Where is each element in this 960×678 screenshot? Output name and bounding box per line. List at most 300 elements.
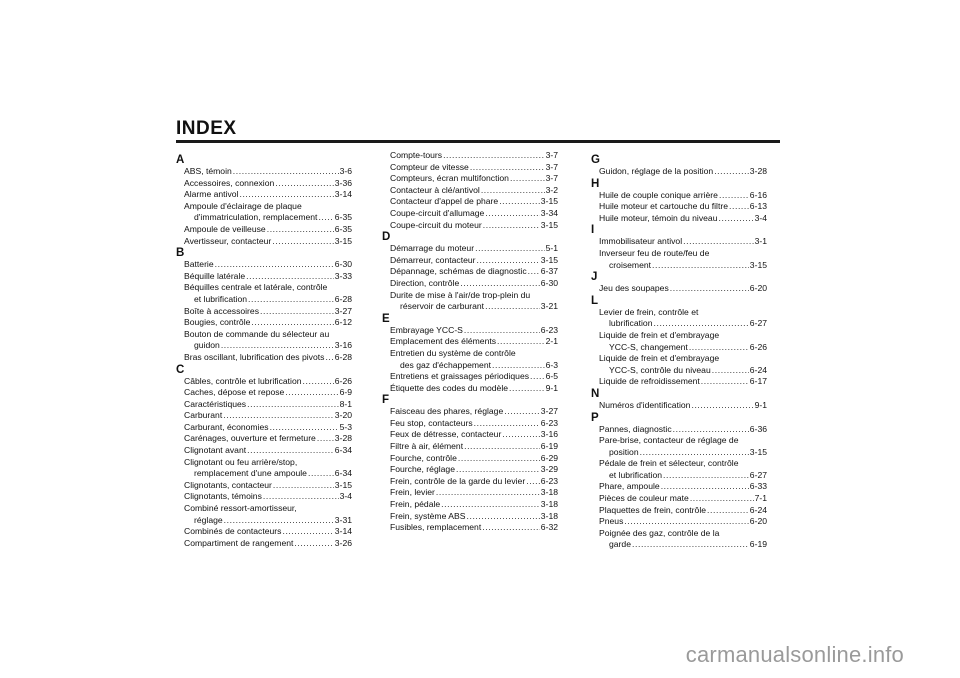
index-entry bbox=[176, 480, 352, 492]
entry-label: Pièces de couleur mate bbox=[599, 493, 689, 504]
leader-dots bbox=[246, 271, 334, 283]
entry-page-number: 6-26 bbox=[334, 375, 352, 386]
leader-dots bbox=[273, 480, 334, 492]
entry-label: Carburant, économies bbox=[184, 421, 269, 432]
index-entry bbox=[591, 400, 767, 412]
entry-label: Plaquettes de frein, contrôle bbox=[599, 504, 707, 515]
entry-label: Carénages, ouverture et fermeture bbox=[184, 433, 316, 444]
entry-page-number: 3-4 bbox=[754, 212, 767, 223]
entry-label: Entretiens et graissages périodiques bbox=[390, 371, 530, 382]
entry-page-number: 3-36 bbox=[334, 177, 352, 188]
leader-dots bbox=[275, 178, 334, 190]
entry-label: Liquide de frein et d'embrayage bbox=[599, 329, 720, 340]
leader-dots bbox=[224, 515, 334, 527]
entry-page-number: 3-18 bbox=[540, 499, 558, 510]
index-entry bbox=[382, 511, 558, 523]
leader-dots bbox=[308, 468, 334, 480]
leader-dots bbox=[247, 399, 338, 411]
entry-page-number: 6-19 bbox=[749, 539, 767, 550]
leader-dots bbox=[712, 365, 749, 377]
entry-label: Accessoires, connexion bbox=[184, 177, 275, 188]
entry-label: Phare, ampoule bbox=[599, 481, 660, 492]
entry-page-number: 3-6 bbox=[339, 166, 352, 176]
entry-label: Démarrage du moteur bbox=[390, 243, 475, 254]
leader-dots bbox=[526, 476, 540, 488]
index-entry bbox=[176, 317, 352, 329]
entry-page-number: 3-7 bbox=[545, 161, 558, 172]
index-entry bbox=[382, 476, 558, 488]
entry-label: Compteurs, écran multifonction bbox=[390, 173, 509, 184]
leader-dots bbox=[223, 410, 334, 422]
entry-label: Pédale de frein et sélecteur, contrôle bbox=[599, 458, 739, 469]
leader-dots bbox=[270, 422, 339, 434]
entry-page-number: 6-35 bbox=[334, 212, 352, 223]
index-entry bbox=[176, 340, 352, 352]
index-entry bbox=[176, 236, 352, 248]
entry-label: Numéros d'identification bbox=[599, 399, 691, 410]
entry-page-number: 6-26 bbox=[749, 341, 767, 352]
entry-label: Béquille latérale bbox=[184, 270, 246, 281]
entry-page-number: 3-15 bbox=[540, 219, 558, 230]
leader-dots bbox=[481, 185, 545, 197]
index-entry bbox=[176, 259, 352, 271]
entry-label: Entretien du système de contrôle bbox=[390, 347, 516, 358]
leader-dots bbox=[509, 383, 545, 395]
entry-page-number: 3-4 bbox=[339, 491, 352, 502]
entry-label: garde bbox=[609, 539, 631, 550]
entry-page-number: 3-18 bbox=[540, 510, 558, 521]
entry-label: Huile moteur et cartouche du filtre bbox=[599, 201, 728, 212]
entry-page-number: 6-37 bbox=[540, 266, 558, 277]
entry-label: croisement bbox=[609, 259, 652, 270]
index-column-1 bbox=[176, 154, 352, 549]
index-entry bbox=[176, 515, 352, 527]
index-entry bbox=[176, 376, 352, 388]
entry-label: réservoir de carburant bbox=[400, 301, 485, 312]
entry-page-number: 6-33 bbox=[749, 481, 767, 492]
entry-label: Ampoule de veilleuse bbox=[184, 223, 266, 234]
entry-label: et lubrification bbox=[609, 469, 663, 480]
leader-dots bbox=[689, 342, 749, 354]
leader-dots bbox=[714, 166, 749, 178]
leader-dots bbox=[482, 522, 540, 534]
entry-page-number: 6-36 bbox=[749, 423, 767, 434]
index-entry bbox=[591, 342, 767, 354]
entry-page-number: 6-13 bbox=[749, 201, 767, 212]
leader-dots bbox=[485, 301, 540, 313]
entry-page-number: 9-1 bbox=[545, 382, 558, 393]
index-letter: B bbox=[176, 247, 185, 260]
leader-dots bbox=[661, 481, 749, 493]
index-entry bbox=[382, 522, 558, 534]
entry-label: Pannes, diagnostic bbox=[599, 423, 672, 434]
entry-page-number: 6-28 bbox=[334, 351, 352, 362]
entry-label: Emplacement des éléments bbox=[390, 336, 497, 347]
index-entry bbox=[176, 491, 352, 503]
index-entry bbox=[382, 406, 558, 418]
entry-page-number: 3-34 bbox=[540, 207, 558, 218]
entry-page-number: 6-34 bbox=[334, 468, 352, 479]
leader-dots bbox=[260, 306, 334, 318]
entry-page-number: 3-15 bbox=[749, 259, 767, 270]
index-entry bbox=[382, 185, 558, 197]
leader-dots bbox=[497, 336, 545, 348]
index-entry bbox=[382, 278, 558, 290]
index-entry bbox=[591, 516, 767, 528]
index-entry bbox=[382, 371, 558, 383]
leader-dots bbox=[718, 213, 753, 225]
index-letter: F bbox=[382, 394, 390, 407]
entry-label: guidon bbox=[194, 340, 220, 351]
entry-label: Huile de couple conique arrière bbox=[599, 189, 718, 200]
entry-label: Bouton de commande du sélecteur au bbox=[184, 328, 330, 339]
index-entry bbox=[176, 399, 352, 411]
leader-dots bbox=[477, 255, 540, 267]
index-entry bbox=[591, 481, 767, 493]
index-entry bbox=[176, 422, 352, 434]
entry-page-number: 6-23 bbox=[540, 324, 558, 335]
index-entry bbox=[382, 208, 558, 220]
index-entry bbox=[382, 255, 558, 267]
entry-page-number: 6-27 bbox=[749, 469, 767, 480]
index-entry bbox=[591, 470, 767, 482]
index-entry bbox=[382, 383, 558, 395]
index-entry bbox=[382, 499, 558, 511]
entry-page-number: 3-33 bbox=[334, 270, 352, 281]
entry-label: Ampoule d'éclairage de plaque bbox=[184, 200, 302, 211]
entry-label: Levier de frein, contrôle et bbox=[599, 306, 699, 317]
leader-dots bbox=[272, 236, 334, 248]
entry-label: Contacteur d'appel de phare bbox=[390, 196, 499, 207]
index-entry bbox=[591, 166, 767, 178]
leader-dots bbox=[640, 447, 749, 459]
entry-page-number: 6-17 bbox=[749, 376, 767, 387]
entry-page-number: 6-20 bbox=[749, 283, 767, 294]
index-entry bbox=[591, 447, 767, 459]
entry-label: Béquilles centrale et latérale, contrôle bbox=[184, 282, 328, 293]
entry-page-number: 6-35 bbox=[334, 223, 352, 234]
entry-page-number: 6-20 bbox=[749, 516, 767, 527]
entry-page-number: 3-7 bbox=[545, 173, 558, 184]
entry-page-number: 3-16 bbox=[334, 340, 352, 351]
entry-page-number: 3-28 bbox=[749, 166, 767, 176]
index-entry bbox=[176, 224, 352, 236]
entry-page-number: 3-15 bbox=[540, 196, 558, 207]
leader-dots bbox=[701, 376, 749, 388]
leader-dots bbox=[464, 441, 540, 453]
entry-label: Clignotants, témoins bbox=[184, 491, 262, 502]
entry-label: Fourche, réglage bbox=[390, 464, 455, 475]
leader-dots bbox=[729, 201, 749, 213]
entry-label: réglage bbox=[194, 514, 223, 525]
index-entry bbox=[382, 196, 558, 208]
index-entry bbox=[176, 387, 352, 399]
entry-page-number: 6-9 bbox=[339, 387, 352, 398]
entry-label: Faisceau des phares, réglage bbox=[390, 406, 504, 417]
leader-dots bbox=[267, 224, 334, 236]
index-letter: J bbox=[591, 271, 598, 284]
index-entry bbox=[176, 445, 352, 457]
entry-page-number: 6-24 bbox=[749, 504, 767, 515]
leader-dots bbox=[248, 294, 334, 306]
entry-label: Pneus bbox=[599, 516, 624, 527]
entry-label: Filtre à air, élément bbox=[390, 441, 464, 452]
leader-dots bbox=[690, 493, 754, 505]
index-entry bbox=[176, 271, 352, 283]
leader-dots bbox=[317, 433, 334, 445]
entry-page-number: 6-5 bbox=[545, 371, 558, 382]
leader-dots bbox=[303, 376, 334, 388]
index-entry bbox=[382, 220, 558, 232]
entry-page-number: 6-28 bbox=[334, 293, 352, 304]
index-entry bbox=[382, 441, 558, 453]
leader-dots bbox=[707, 505, 749, 517]
entry-page-number: 3-27 bbox=[334, 305, 352, 316]
entry-page-number: 6-23 bbox=[540, 475, 558, 486]
leader-dots bbox=[282, 526, 333, 538]
entry-page-number: 3-15 bbox=[334, 235, 352, 246]
entry-page-number: 6-30 bbox=[334, 259, 352, 270]
index-entry bbox=[382, 360, 558, 372]
entry-label: remplacement d'une ampoule bbox=[194, 468, 307, 479]
index-entry bbox=[382, 464, 558, 476]
entry-label: YCC-S, contrôle du niveau bbox=[609, 364, 711, 375]
entry-label: Dépannage, schémas de diagnostic bbox=[390, 266, 527, 277]
index-entry bbox=[382, 266, 558, 278]
index-entry bbox=[176, 526, 352, 538]
leader-dots bbox=[247, 445, 334, 457]
leader-dots bbox=[294, 538, 333, 550]
index-entry bbox=[382, 150, 558, 162]
entry-label: Compte-tours bbox=[390, 150, 443, 160]
entry-label: Coupe-circuit d'allumage bbox=[390, 207, 485, 218]
entry-label: Liquide de refroidissement bbox=[599, 376, 700, 387]
entry-label: Clignotant avant bbox=[184, 445, 247, 456]
leader-dots bbox=[510, 173, 545, 185]
leader-dots bbox=[263, 491, 339, 503]
entry-page-number: 3-15 bbox=[540, 254, 558, 265]
entry-label: Frein, contrôle de la garde du levier bbox=[390, 475, 526, 486]
entry-label: Feu stop, contacteurs bbox=[390, 417, 473, 428]
entry-page-number: 6-24 bbox=[749, 364, 767, 375]
index-entry bbox=[176, 468, 352, 480]
entry-label: Coupe-circuit du moteur bbox=[390, 219, 482, 230]
entry-label: Avertisseur, contacteur bbox=[184, 235, 272, 246]
entry-page-number: 6-23 bbox=[540, 417, 558, 428]
leader-dots bbox=[458, 453, 540, 465]
entry-label: Étiquette des codes du modèle bbox=[390, 382, 509, 393]
index-entry bbox=[591, 260, 767, 272]
leader-dots bbox=[441, 499, 540, 511]
entry-page-number: 6-27 bbox=[749, 318, 767, 329]
index-entry bbox=[591, 283, 767, 295]
entry-page-number: 7-1 bbox=[754, 493, 767, 504]
leader-dots bbox=[492, 360, 545, 372]
leader-dots bbox=[285, 387, 338, 399]
leader-dots bbox=[632, 539, 749, 551]
entry-page-number: 3-28 bbox=[334, 433, 352, 444]
index-letter: L bbox=[591, 294, 599, 307]
index-letter: H bbox=[591, 177, 600, 190]
entry-label: Durite de mise à l'air/de trop-plein du bbox=[390, 289, 531, 300]
entry-label: Clignotants, contacteur bbox=[184, 479, 272, 490]
leader-dots bbox=[691, 400, 753, 412]
entry-page-number: 6-12 bbox=[334, 317, 352, 328]
entry-label: Guidon, réglage de la position bbox=[599, 166, 714, 176]
entry-label: Huile moteur, témoin du niveau bbox=[599, 212, 718, 223]
entry-page-number: 3-14 bbox=[334, 526, 352, 537]
entry-page-number: 3-29 bbox=[540, 464, 558, 475]
leader-dots bbox=[474, 418, 540, 430]
entry-label: Embrayage YCC-S bbox=[390, 324, 463, 335]
entry-label: Pare-brise, contacteur de réglage de bbox=[599, 435, 739, 446]
entry-page-number: 3-18 bbox=[540, 487, 558, 498]
leader-dots bbox=[460, 278, 540, 290]
entry-label: YCC-S, changement bbox=[609, 341, 688, 352]
index-entry bbox=[382, 173, 558, 185]
entry-label: Inverseur feu de route/feu de bbox=[599, 247, 710, 258]
index-letter: D bbox=[382, 231, 391, 244]
entry-page-number: 6-16 bbox=[749, 189, 767, 200]
entry-page-number: 6-30 bbox=[540, 277, 558, 288]
page-title: INDEX bbox=[176, 118, 237, 139]
leader-dots bbox=[499, 196, 540, 208]
index-entry bbox=[591, 190, 767, 202]
index-entry bbox=[591, 539, 767, 551]
entry-label: Poignée des gaz, contrôle de la bbox=[599, 527, 720, 538]
entry-label: Liquide de frein et d'embrayage bbox=[599, 353, 720, 364]
index-entry bbox=[176, 306, 352, 318]
entry-label: d'immatriculation, remplacement bbox=[194, 212, 318, 223]
entry-page-number: 6-3 bbox=[545, 359, 558, 370]
entry-label: Compartiment de rangement bbox=[184, 537, 294, 548]
index-entry bbox=[591, 213, 767, 225]
leader-dots bbox=[673, 424, 749, 436]
leader-dots bbox=[475, 243, 545, 255]
index-entry bbox=[176, 433, 352, 445]
entry-label: Démarreur, contacteur bbox=[390, 254, 476, 265]
index-entry bbox=[176, 166, 352, 178]
leader-dots bbox=[670, 283, 749, 295]
index-letter: A bbox=[176, 154, 185, 166]
entry-label: Combiné ressort-amortisseur, bbox=[184, 503, 297, 514]
entry-label: Contacteur à clé/antivol bbox=[390, 184, 480, 195]
entry-page-number: 9-1 bbox=[754, 399, 767, 410]
entry-page-number: 5-1 bbox=[545, 243, 558, 254]
leader-dots bbox=[466, 511, 539, 523]
entry-page-number: 8-1 bbox=[339, 398, 352, 409]
leader-dots bbox=[221, 340, 334, 352]
entry-label: Feux de détresse, contacteur bbox=[390, 429, 502, 440]
entry-label: Carburant bbox=[184, 410, 223, 421]
entry-label: lubrification bbox=[609, 318, 653, 329]
index-entry bbox=[176, 189, 352, 201]
title-rule bbox=[176, 140, 780, 143]
entry-page-number: 6-32 bbox=[540, 522, 558, 533]
index-entry bbox=[176, 410, 352, 422]
leader-dots bbox=[528, 266, 540, 278]
index-letter: E bbox=[382, 312, 390, 325]
entry-label: Combinés de contacteurs bbox=[184, 526, 282, 537]
leader-dots bbox=[502, 429, 539, 441]
index-entry bbox=[591, 493, 767, 505]
entry-label: Câbles, contrôle et lubrification bbox=[184, 375, 302, 386]
entry-label: Alarme antivol bbox=[184, 189, 239, 200]
index-letter: I bbox=[591, 224, 595, 237]
entry-page-number: 3-7 bbox=[545, 150, 558, 160]
index-entry bbox=[176, 178, 352, 190]
leader-dots bbox=[653, 318, 748, 330]
entry-label: Jeu des soupapes bbox=[599, 283, 669, 294]
leader-dots bbox=[456, 464, 540, 476]
entry-label: Clignotant ou feu arrière/stop, bbox=[184, 456, 298, 467]
entry-label: et lubrification bbox=[194, 293, 248, 304]
index-entry bbox=[382, 301, 558, 313]
leader-dots bbox=[464, 325, 540, 337]
leader-dots bbox=[436, 487, 540, 499]
entry-label: Fourche, contrôle bbox=[390, 452, 457, 463]
entry-label: Boîte à accessoires bbox=[184, 305, 259, 316]
entry-label: Batterie bbox=[184, 259, 214, 270]
entry-label: Bras oscillant, lubrification des pivots bbox=[184, 351, 325, 362]
entry-label: Caractéristiques bbox=[184, 398, 247, 409]
index-entry bbox=[382, 429, 558, 441]
leader-dots bbox=[652, 260, 749, 272]
leader-dots bbox=[624, 516, 748, 528]
index-entry bbox=[591, 236, 767, 248]
leader-dots bbox=[530, 371, 545, 383]
index-entry bbox=[382, 243, 558, 255]
leader-dots bbox=[318, 212, 333, 224]
index-letter: G bbox=[591, 154, 600, 166]
leader-dots bbox=[719, 190, 749, 202]
entry-page-number: 5-3 bbox=[339, 421, 352, 432]
index-column-3 bbox=[591, 154, 767, 551]
index-entry bbox=[591, 376, 767, 388]
index-entry bbox=[382, 418, 558, 430]
entry-label: Frein, levier bbox=[390, 487, 435, 498]
entry-label: Fusibles, remplacement bbox=[390, 522, 482, 533]
entry-page-number: 6-19 bbox=[540, 441, 558, 452]
leader-dots bbox=[483, 220, 540, 232]
index-entry bbox=[591, 505, 767, 517]
entry-label: Frein, système ABS bbox=[390, 510, 466, 521]
leader-dots bbox=[443, 150, 545, 162]
leader-dots bbox=[325, 352, 333, 364]
index-entry bbox=[176, 212, 352, 224]
index-entry bbox=[176, 538, 352, 550]
index-letter: P bbox=[591, 411, 599, 424]
entry-page-number: 3-15 bbox=[334, 479, 352, 490]
entry-page-number: 3-16 bbox=[540, 429, 558, 440]
index-entry bbox=[591, 318, 767, 330]
index-entry bbox=[382, 325, 558, 337]
entry-page-number: 3-31 bbox=[334, 514, 352, 525]
leader-dots bbox=[233, 166, 339, 178]
index-letter: N bbox=[591, 387, 600, 400]
index-entry bbox=[382, 162, 558, 174]
entry-label: position bbox=[609, 446, 639, 457]
entry-label: Direction, contrôle bbox=[390, 277, 460, 288]
watermark: carmanualsonline.info bbox=[685, 642, 904, 667]
index-entry bbox=[382, 336, 558, 348]
entry-page-number: 3-26 bbox=[334, 537, 352, 548]
leader-dots bbox=[251, 317, 333, 329]
entry-page-number: 3-27 bbox=[540, 406, 558, 417]
entry-page-number: 6-34 bbox=[334, 445, 352, 456]
entry-label: Compteur de vitesse bbox=[390, 161, 469, 172]
entry-label: Bougies, contrôle bbox=[184, 317, 251, 328]
